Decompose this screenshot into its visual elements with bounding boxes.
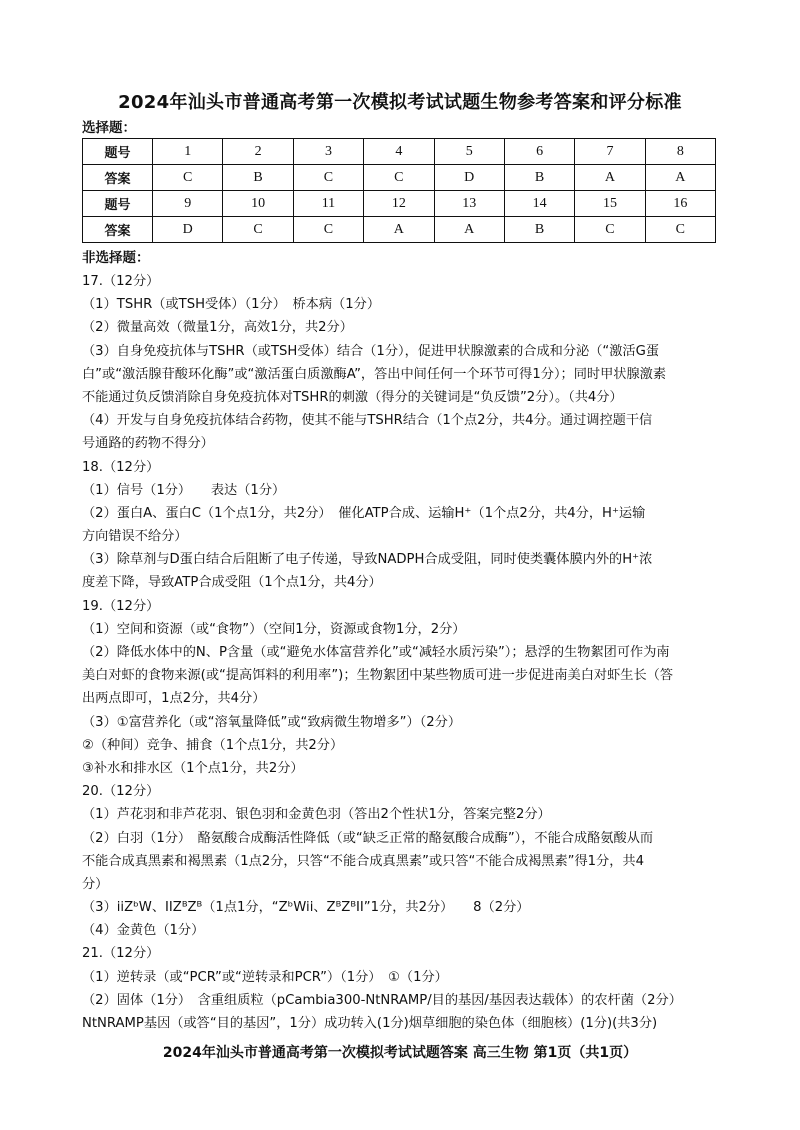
answer-line: （1）TSHR（或TSH受体）（1分） 桥本病（1分） [82, 297, 381, 313]
non-multiple-choice-label: 非选择题： [82, 250, 150, 266]
answer-line: 分） [82, 876, 109, 892]
table-cell: 9 [153, 191, 223, 217]
table-cell: 5 [434, 139, 504, 165]
table-cell: B [504, 217, 574, 243]
answer-line: （1）空间和资源（或“食物”）（空间1分，资源或食物1分，2分） [82, 621, 466, 637]
answer-line: 白”或“激活腺苷酸环化酶”或“激活蛋白质激酶A”，答出中间任何一个环节可得1分）；同时甲状腺激素 [82, 366, 667, 382]
answer-line: （3）①富营养化（或“溶氧量降低”或“致病微生物增多”）（2分） [82, 714, 462, 730]
answer-line: （2）微量高效（微量1分，高效1分，共2分） [82, 320, 353, 336]
question-heading: 21.（12分） [82, 946, 160, 962]
table-cell: A [364, 217, 434, 243]
table-cell: 6 [504, 139, 574, 165]
table-cell: B [223, 165, 293, 191]
table-cell: 14 [504, 191, 574, 217]
answer-line: 度差下降，导致ATP合成受阻（1个点1分，共4分） [82, 575, 382, 591]
table-cell: C [153, 165, 223, 191]
question-heading: 19.（12分） [82, 598, 160, 614]
table-cell: 4 [364, 139, 434, 165]
table-cell: A [575, 165, 645, 191]
table-row [83, 139, 716, 165]
answer-line: （2）白羽（1分） 酪氨酸合成酶活性降低（或“缺乏正常的酪氨酸合成酶”），不能合成酪氨酸从而 [82, 830, 654, 846]
question-heading: 17.（12分） [82, 274, 160, 289]
question-heading: 20.（12分） [82, 784, 160, 800]
answer-line: （3）除草剂与D蛋白结合后阻断了电子传递，导致NADPH合成受阻，同时使类囊体膜内外的H⁺浓 [82, 552, 653, 568]
table-cell: 1 [153, 139, 223, 165]
answer-content [82, 270, 722, 1035]
table-row-header: 答案 [83, 217, 153, 243]
table-row [83, 191, 716, 217]
table-cell: 10 [223, 191, 293, 217]
answer-line: （3）自身免疫抗体与TSHR（或TSH受体）结合（1分），促进甲状腺激素的合成和分泌（“激活G蛋 [82, 343, 660, 359]
table-row-header: 题号 [83, 191, 153, 217]
table-cell: 3 [293, 139, 363, 165]
answer-line: 不能通过负反馈消除自身免疫抗体对TSHR的刺激（得分的关键词是“负反馈”2分）。（共4分） [82, 389, 623, 405]
answer-line: ③补水和排水区（1个点1分，共2分） [82, 760, 304, 776]
answer-line: ②（种间）竞争、捕食（1个点1分，共2分） [82, 737, 344, 753]
question-heading: 18.（12分） [82, 459, 160, 475]
table-cell: C [293, 217, 363, 243]
table-cell: D [153, 217, 223, 243]
table-cell: D [434, 165, 504, 191]
table-cell: 12 [364, 191, 434, 217]
answer-table [82, 138, 716, 243]
table-cell: C [364, 165, 434, 191]
table-cell: C [575, 217, 645, 243]
answer-line: （2）蛋白A、蛋白C（1个点1分，共2分） 催化ATP合成、运输H⁺（1个点2分，共4分，H⁺运输 [82, 505, 646, 521]
table-cell: C [293, 165, 363, 191]
table-row-header: 答案 [83, 165, 153, 191]
table-cell: C [645, 217, 715, 243]
table-row [83, 165, 716, 191]
table-cell: 7 [575, 139, 645, 165]
answer-line: （1）逆转录（或“PCR”或“逆转录和PCR”）（1分） ①（1分） [82, 969, 448, 985]
answer-line: 号通路的药物不得分） [82, 436, 214, 452]
table-cell: 13 [434, 191, 504, 217]
answer-line: 出两点即可，1点2分，共4分） [82, 691, 266, 707]
table-cell: B [504, 165, 574, 191]
multiple-choice-label: 选择题： [82, 120, 136, 136]
answer-line: （4）金黄色（1分） [82, 923, 205, 939]
page-title: 2024年汕头市普通高考第一次模拟考试试题生物参考答案和评分标准 [118, 92, 682, 113]
answer-line: （3）iiZᵇW、IIZᴮZᴮ（1点1分，“ZᵇWii、ZᴮZᴮII”1分，共2分） 8（2分） [82, 900, 530, 916]
table-cell: 11 [293, 191, 363, 217]
table-cell: A [434, 217, 504, 243]
answer-line: 美白对虾的食物来源(或“提高饵料的利用率”)；生物絮团中某些物质可进一步促进南美白对虾生长（答 [82, 668, 674, 684]
answer-line: 不能合成真黑素和褐黑素（1点2分，只答“不能合成真黑素”或只答“不能合成褐黑素”得1分，共4 [82, 853, 645, 869]
answer-line: （1）信号（1分） 表达（1分） [82, 482, 286, 498]
answer-line: （1）芦花羽和非芦花羽、银色羽和金黄色羽（答出2个性状1分，答案完整2分） [82, 807, 551, 823]
table-row-header: 题号 [83, 139, 153, 165]
answer-line: （2）降低水体中的N、P含量（或“避免水体富营养化”或“减轻水质污染”）；悬浮的生物絮团可作为南 [82, 645, 670, 660]
table-cell: 15 [575, 191, 645, 217]
answer-line: （2）固体（1分） 含重组质粒（pCambia300-NtNRAMP/目的基因/基因表达载体）的农杆菌（2分） [82, 992, 682, 1008]
table-cell: 16 [645, 191, 715, 217]
table-cell: A [645, 165, 715, 191]
answer-line: 方向错误不给分） [82, 529, 188, 545]
table-cell: 8 [645, 139, 715, 165]
answer-line: （4）开发与自身免疫抗体结合药物，使其不能与TSHR结合（1个点2分，共4分。通过调控题干信 [82, 413, 653, 429]
table-cell: C [223, 217, 293, 243]
table-row [83, 217, 716, 243]
table-cell: 2 [223, 139, 293, 165]
page-footer: 2024年汕头市普通高考第一次模拟考试试题答案 高三生物 第1页（共1页） [162, 1045, 638, 1061]
answer-line: NtNRAMP基因（或答“目的基因”，1分）成功转入(1分)烟草细胞的染色体（细胞核）(1分)(共3分) [82, 1016, 658, 1031]
